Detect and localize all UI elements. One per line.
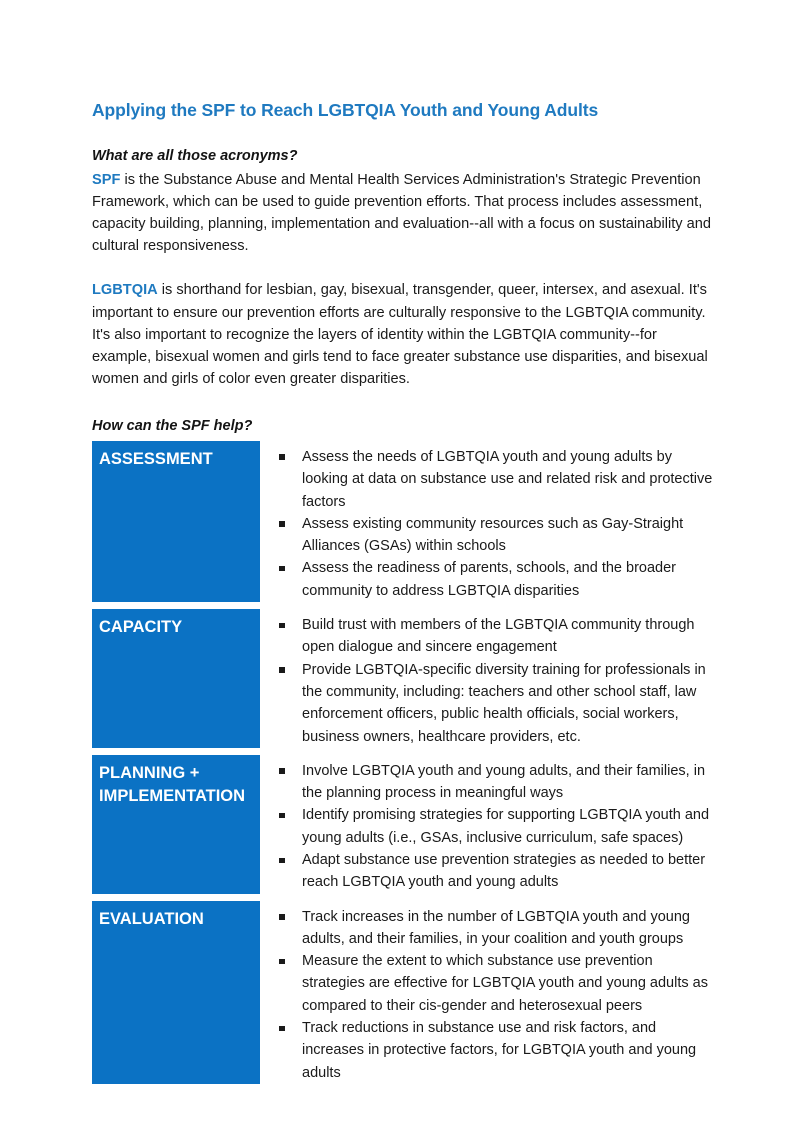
square-bullet-icon: [279, 566, 285, 572]
square-bullet-icon: [279, 813, 285, 819]
lgbtqia-acronym-term: LGBTQIA: [92, 282, 158, 299]
list-item: [270, 446, 714, 513]
spf-bullet-list: [270, 614, 714, 748]
spf-step-content-cell: [260, 755, 714, 894]
table-row: [92, 755, 714, 894]
spf-step-label-cell: [92, 755, 260, 894]
spf-step-label-cell: [92, 901, 260, 1084]
square-bullet-icon: [279, 454, 285, 460]
list-item-label: Track increases in the number of LGBTQIA youth and young adults, and their families, in your coalition and youth groups: [302, 908, 690, 947]
list-item-label: Adapt substance use prevention strategies as needed to better reach LGBTQIA youth and young adults: [302, 852, 706, 891]
list-item: [270, 804, 714, 849]
square-bullet-icon: [279, 768, 285, 774]
help-section-heading-wrap: [92, 417, 715, 437]
list-item: [270, 513, 714, 558]
square-bullet-icon: [279, 914, 285, 920]
list-item: [270, 950, 714, 1017]
list-item: [270, 1017, 714, 1084]
spf-step-label: CAPACITY: [99, 618, 183, 637]
square-bullet-icon: [279, 1026, 285, 1032]
square-bullet-icon: [279, 667, 285, 673]
list-item-label: Measure the extent to which substance use prevention strategies are effective for LGBTQIA youth and young adults as compared to their cis-gender and heterosexual peers: [302, 953, 708, 1014]
list-item: [270, 557, 714, 602]
spf-step-content-cell: [260, 609, 714, 748]
list-item: [270, 849, 714, 894]
spf-step-label: PLANNING +: [99, 763, 200, 782]
list-item-label: Provide LGBTQIA-specific diversity training for professionals in the community, including: teachers and other school staff, law enforcement officers, public health officials, social workers, business owners, healthcare providers, etc.: [302, 661, 706, 745]
list-item-label: Build trust with members of the LGBTQIA community through open dialogue and sincere engagement: [302, 617, 695, 656]
list-item: [270, 614, 714, 659]
help-section-heading: How can the SPF help?: [92, 418, 253, 435]
spf-acronym-term: SPF: [92, 171, 121, 188]
spf-bullet-list: [270, 906, 714, 1084]
list-item-label: Assess the readiness of parents, schools, and the broader community to address LGBTQIA disparities: [302, 560, 676, 599]
acronyms-paragraph-lgbtqia: [92, 279, 715, 390]
spf-acronym-definition: is the Substance Abuse and Mental Health Services Administration's Strategic Prevention Framework, which can be used to guide prevention efforts. That process includes assessment, capacity building, planning, implementation and evaluation--all with a focus on sustainability and cultural responsiveness.: [92, 171, 711, 255]
spf-step-label-cell: [92, 441, 260, 602]
acronyms-paragraph-spf: [92, 169, 715, 258]
list-item-label: Identify promising strategies for supporting LGBTQIA youth and young adults (i.e., GSAs, inclusive curriculum, safe spaces): [302, 807, 710, 846]
list-item-label: Assess the needs of LGBTQIA youth and young adults by looking at data on substance use and related risk and protective factors: [302, 448, 713, 510]
list-item-label: Track reductions in substance use and risk factors, and increases in protective factors, for LGBTQIA youth and young adults: [302, 1020, 697, 1081]
table-row: [92, 901, 714, 1084]
list-item: [270, 760, 714, 805]
list-item: [270, 906, 714, 951]
spf-step-label: EVALUATION: [99, 909, 204, 928]
paragraph-spacer: [92, 257, 715, 279]
spf-step-label-cell: [92, 609, 260, 748]
square-bullet-icon: [279, 521, 285, 527]
page-title: Applying the SPF to Reach LGBTQIA Youth and Young Adults: [92, 100, 599, 120]
square-bullet-icon: [279, 623, 285, 629]
spf-step-label: ASSESSMENT: [99, 449, 213, 468]
lgbtqia-acronym-definition: is shorthand for lesbian, gay, bisexual, transgender, queer, intersex, and asexual. It's important to ensure our prevention efforts are culturally responsive to the LGBTQIA community. It's also important to recognize the layers of identity within the LGBTQIA community--for example, bisexual women and girls tend to face greater substance use disparities, and bisexual women and girls of color even greater disparities.: [92, 282, 708, 388]
spf-bullet-list: [270, 446, 714, 602]
table-row: [92, 441, 714, 602]
acronyms-section-heading: What are all those acronyms?: [92, 148, 298, 164]
square-bullet-icon: [279, 858, 285, 864]
list-item-label: Assess existing community resources such as Gay-Straight Alliances (GSAs) within schools: [302, 515, 684, 555]
square-bullet-icon: [279, 959, 285, 965]
table-row: [92, 609, 714, 748]
list-item-label: Involve LGBTQIA youth and young adults, and their families, in the planning process in meaningful ways: [302, 762, 706, 802]
spf-step-label: IMPLEMENTATION: [99, 786, 246, 805]
spf-bullet-list: [270, 760, 714, 894]
spf-steps-table: [92, 441, 714, 1084]
list-item: [270, 659, 714, 748]
spf-step-content-cell: [260, 901, 714, 1084]
acronyms-section: [92, 147, 715, 390]
spf-step-content-cell: [260, 441, 714, 602]
